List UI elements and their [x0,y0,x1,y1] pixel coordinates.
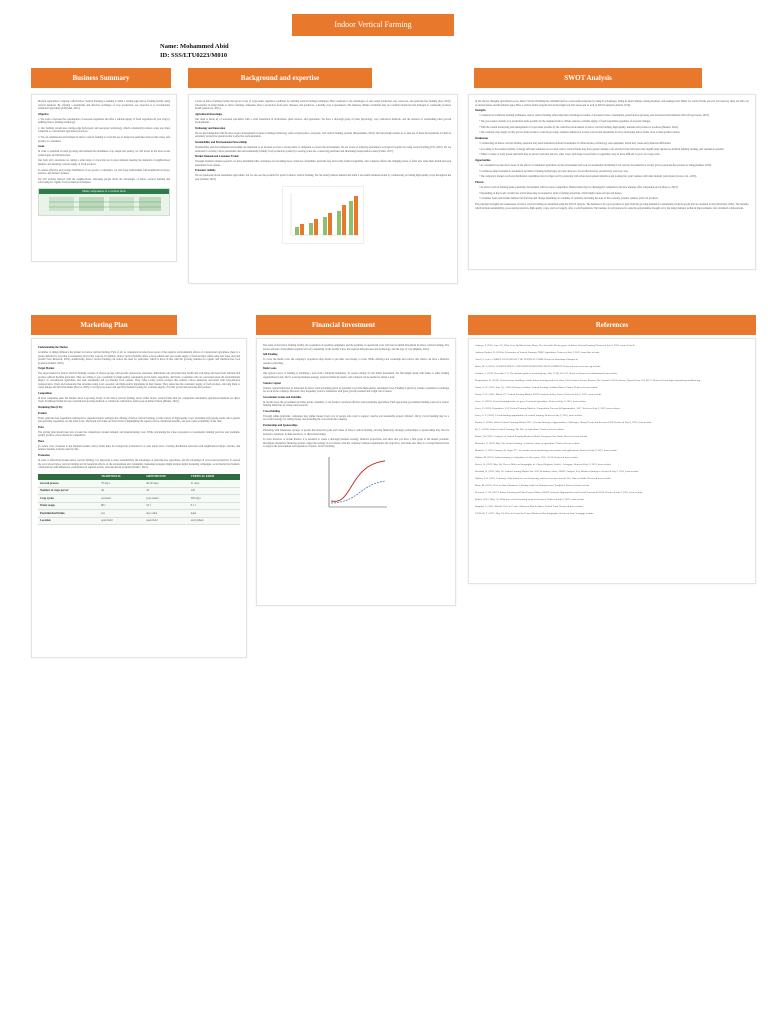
financial-heading: Partnerships and Sponsorships [263,424,298,428]
summary-heading: Objective [38,112,49,116]
reference-item: Robert. (2021, May 13). What does vertical farming mean to investors? Retrieved July 9, 2023, from website. [475,498,585,501]
table-cell: 40-50 days [144,480,188,487]
table-cell: 45 [144,487,188,495]
reference-item: Mamedov, Y. (2023, May 24). Vertical farming - is this the future of agriculture? Retrieved from website. [475,442,581,445]
reference-item: Pipkins, S. R. (2021, February). Why businesses need financing, and how investors benefit. The Times of India. Retrieved from website. [475,477,612,480]
summary-paragraph: Our farm will concentrate on raising a wide range of crops that are in great demand, meeting the demands of neighborhood markets, and ensuring a steady supply of fresh products. [38,159,170,166]
table-cell: 10 l [144,502,188,510]
background-header: Background and expertise [188,68,372,88]
swot-panel [468,94,756,270]
business-summary-header: Business Summary [31,68,171,88]
summary-heading: Goals [38,145,45,149]
marketing-paragraph: The target market for Indoor Vertical Farming consists of diverse groups with specific preferences and needs. Individuals who prioritize their health and well-being and seek fresh, nutrient-rich produce without harmful pesticides. They are willing to pay a premium for high-quality, sustainably grown fruits, vegetables, and herbs. Consumers who are concerned about the environmental impact of conventional agriculture and seek sustainable and eco-friendly food options. They value locally grown produce that reduces carbon emissions associated with long-distance transportation. Chefs and restaurants that prioritize using local, seasonal, and high-quality ingredients in their menus. They appreciate the consistent supply of fresh produce, allowing them to create unique and flavorful dishes (Pascoe, 2023). Local grocery stores and specialty markets looking for a reliable supply of locally grown and pesticide-free produce. [38,372,240,390]
background-paragraph: Our team is made up of seasoned specialists with a solid foundation in horticulture, plant science, and agriculture. We have a thorough grasp of plant physiology, crop cultivation methods, and the nuances of establishing ideal growth environments. [195,117,451,125]
financial-heading: Bank Loans [263,367,277,371]
marketing-paragraph: The pricing plan should take into account the competition, market demand, and manufacturing costs. While articulating the value proposition of sustainable farming practices and premium-quality produce, prices should be competitive. [38,430,240,438]
table-cell: Water usage [38,502,99,510]
swot-item: • While a variety of leafy greens and herbs may be grown vertically indoors, other crops, such large-rooted fruits or vegetables, may be more difficult to grow on a large scale. [479,153,661,157]
table-cell: year-round [144,495,188,503]
table-row [38,487,240,495]
author-id: ID: SSS/LTU0223/M010 [160,52,228,59]
financial-heading: Government Grants and Subsidies [263,395,302,399]
summary-paragraph: We will actively interact with the neighborhood, educating people about the advantages of indoor vertical farming and advocating for organic food production techniques. [38,177,170,185]
background-panel [188,94,458,284]
marketing-heading: Promotion [38,454,50,458]
marketing-heading: Target Market [38,367,55,371]
reference-item: Grace, P. (2023). Reputation. VAF Vertical Farming Market - Competition Forecast & Opportunities, 2027. Retrieved July 9, 2023, from website. [475,407,621,410]
reference-item: Ravindra, K. (2022, May 11). Indoor Farming Market Size 2022 & Industry Share, SWOT Analysis, Key Business Strategies. Retrieved July 9, 2023, from website. [475,470,640,473]
reference-item: Grace, S. (2023). Vertical farming market to grow: Food and Agriculture: Retrieved July 9, 2023, from website. [475,400,587,403]
financial-paragraph: Partnering with businesses, groups, or people that share the goals and values of indoor vertical farming can help financially. Strategic partnerships or sponsorships may involve monetary donations, in-kind resources, or shared knowledge. [263,429,449,436]
swot-heading-strengths: Strengths [475,109,486,113]
reference-item: Pascoe, D. (2023, May 14). How to Make an Infographic in 5 Steps (Beginner Guide) - Venngage. Retrieved July 9, 2023, from website. [475,463,612,466]
swot-item: • The company's market reach and distribution capabilities may be improved by partnering with urban development initiatives and looking into joint ventures with other industry participants (Grace et al., 2023). [479,175,697,179]
marketing-header: Marketing Plan [31,315,177,335]
marketing-paragraph: To assure close closeness to the intended market, indoor farms must be strategically positioned in or near urban areas. Creating distribution networks with neighborhood shops, eateries, and farmers' markets is made easier by this. [38,444,240,452]
financial-paragraph: Through online platforms, companies may gather money from a lot of people who want to support creative and sustainable projects (Robert, 2021). Crowd funding may be a successful strategy for raising money and spreading the word about the company. [263,414,449,422]
swot-closing: The principal strengths and weaknesses of indoor vertical farming are identified using the SWOT analysis. The business is in a good position to gain from the growing demand for sustainably produced goods that are obtained locally (Ravindra, 2022). The benefits, which include sustainability, year-round production, high-quality crops, and local supply, offer a solid foundation. The business is well prepared to seize the opportunities brought on by the rising demand, technical improvements, and calculated collaborations. [475,203,749,210]
table-cell: seasonal [99,495,144,503]
background-heading: Sustainability and Environmental Stewardship [195,141,247,145]
marketing-heading: Understanding the Market [38,346,68,349]
swot-item: • With the careful monitoring and management of crops made possible by the controlled environment of indoor vertical farming, high-quality, nutrient-rich produce is produced (Market, 2022). [479,125,679,129]
reference-item: Kudric, M. (2021). Analysis of Vertical Farming Business Model. European Case Study. Retrieved from website. [475,435,588,438]
reference-item: Jones, A. S. (2022). Crowd-funding opportunities in vertical farming. Retrieved July 9, 2023, from website. [475,414,583,417]
swot-item: • Consumer tastes and market demand can fluctuate and change depending on a number of variables, including the state of the economy, popular opinion, and food products. [479,197,659,201]
background-heading: Market Demand and Consumer Trends [195,155,239,159]
table-cell: 365 days [189,495,240,503]
poster-title: Indoor Vertical Farming [292,14,454,36]
financial-paragraph: Venture capital firms may be interested in indoor vertical farming given its potential to provide high-quality, sustainable food. Funding is given by venture capitalists in exchange for stock in the company. However, they frequently look for businesses with great growth potential and a high rate of return. [263,386,449,394]
financial-paragraph: One typical source of funding is obtaining a loan from a financial institution. To receive money for the initial investment, the firm might speak with banks or other lending organizations (Lieb, 2021). A strong business strategy, projected financial results, and collateral can be needed to obtain a loan. [263,372,449,379]
summary-paragraph: 3. We can optimize the environment in indoor vertical farming to avoid the use of dangerous pesticides and provide clean, safe produce to consumers. [38,136,170,143]
summary-paragraph: 1. We want to increase the consumption of seasonal vegetables and offer a reliable supply of fresh vegetables all year long by utilizing indoor farming technology. [38,117,170,125]
swot-item: • According to Yoosomsarn (2022) of energy-efficient solutions are not used, indoor vertical farms may have greater running costs and electricity bills since they significantly depend on artificial lighting, heating, and ventilation systems. [479,147,725,151]
background-paragraph: Through extensive market research, we have determined that consumers are becoming more conscious of healthier, pesticide-free and locally farmed vegetables. Our company reflects the changing tastes of folks who value their health and seek sustainable food options. [195,160,451,167]
marketing-heading: Competition [38,391,52,395]
swot-heading-threats: Threats [475,181,484,185]
swot-item: • As consumers become more aware of the effects of traditional agriculture on the environment and look for sustainable and healthy food options, the demand for locally grown, pesticide-free produce is rising (Kakkar, 2020). [479,164,712,167]
references-header: References [468,315,756,335]
swot-item: • Compared to traditional farming techniques, indoor vertical farming offers important advantages in terms of decreased water consumption, pesticide-free growing, and decreased environmental effect (Ecopowered, 2023). [479,114,710,118]
background-heading: Economic viability [195,169,216,173]
reference-item: Bader, M. I. (2019). AGRICULTURAL AND FOOD MARKETING MANAGEMENT. Retrieved from www.fao.org website. [475,365,601,368]
swot-heading-opportunities: Opportunities [475,159,491,162]
table-row [38,510,240,518]
table-cell: 120 [189,487,240,495]
table-cell: yes [99,510,144,518]
reference-item: Research, A. M. (2022). Indoor Farming and Plant Factory Market SWOT Analysis: Opportunities and Growth Forecast till 2030. Retrieved July 9, 2023, from website. [475,491,644,494]
table-header-cell: GREENHOUSE [144,474,188,481]
table-header-cell: VERTICAL FARM [189,474,240,481]
author-name: Name: Mohammed Abid [160,43,229,50]
summary-paragraph: Modern Agriculture Company called Indoor Vertical Farming is seeking to build a cutting-edge indoor farming facility using vertical methods. By offering a sustainable and effective technique of crop production, our objective is to revolutionize traditional agriculture (TANSAR, 2021). [38,100,170,110]
background-heading: Agricultural Knowledge [195,112,222,116]
vertical-farm-illustration [39,194,169,214]
table-cell: Number of crops per m² [38,487,99,495]
swot-header: SWOT Analysis [474,68,702,88]
summary-paragraph: 2. Our farming system uses cutting-edge hydroponic and aeroponic technology, which considerably reduces water use when compared to conventional agricultural practices. [38,126,170,134]
reference-item: Acharya, P. (2022, June 23). What Goes Up Must Come Down: The Scientific Reemergence of Indoor Vertical Farming! Retrieved July 9, 2023, from eCornell. [475,344,635,347]
swot-heading-weaknesses: Weaknesses [475,136,489,140]
table-cell: also often [144,510,188,518]
summary-paragraph: In order to establish an ideal growing environment that maximizes crop output and quality, we will invest in the most recent technologies and infrastructure. [38,150,170,157]
investment-curve-figure [321,453,391,513]
table-cell: 21 days [189,480,240,487]
investment-curve-graphic [321,453,391,513]
background-chart [282,186,364,244]
reference-item: Anthony Ryabov, R. (2023a). Economics of Vertical Farming. FBBC Agriculture. Retrieved July 9, 2023, from fbbc website. [475,351,600,354]
financial-heading: Self-Funding [263,353,278,357]
reference-item: Ko, L. (2019). Indoor Vertical Farming: The Rise of Agriculture. Retrieved from website. [475,428,565,431]
reference-item: Castanh, A. (2019, December 17). The ultimate guide to marketing tips, (84), 73 (8), 421-711. Retrieved from www.atlasmanned.com website. [475,372,618,375]
marketing-heading: Place [38,439,44,443]
table-cell: Pesticides/herbicides [38,510,99,518]
reference-item: Anrell, S. (n.d.). A BRIEF ANALYSIS OF THE VERTICAL FARM. Retrieved from https://atlaspro.ai. [475,358,579,361]
table-cell: 70 days [99,480,144,487]
figure-caption: Main components of a vertical farm [39,189,169,194]
references-panel [468,338,756,584]
marketing-paragraph: A number of things influence the market for indoor vertical farming. First of all, as consumers become more aware of the negative environmental effects of conventional agriculture, there is a strong demand for food that is sustainably and locally sourced. In addition, indoor vertical farming offers a more reliable and year-round supply of fresh produce while using less water and land (Grand View Research, 2022). Additionally, indoor vertical farming can reduce the need for pesticides, which is more in line with the growing demand for organic and chemical-free food products (Kakkar, 2020). [38,351,240,365]
background-paragraph: Create an indoor farming facility that grows crops of crops under regulated conditions by utilizing vertical farming techniques. Have solutions to the advantages of year-round production, less water use, and pesticide-free farming (Kol, 2019). Uncertainty in using thanks to indoor farming companies. Due to protection from pests, diseases, and predictors, a healthy crop is guaranteed. The business climate conditions may be carefully monitored and managed to continually promote health (Antonova, 2021). [195,100,451,110]
business-summary-panel [31,94,177,262]
reference-item: Despommier, D. (2019). Vertical farms: building a viable indoor farming model for cities. Field Actions Science Reports. The Journal of Field Actions, (Special Issue 20), 68-73. Retrieved from https://journals.openedition.org. [475,379,701,382]
background-heading: Technology and Innovation [195,126,226,130]
table-header-cell: TRADITIONAL [99,474,144,481]
table-row [38,495,240,503]
table-cell: Growth process [38,480,99,487]
reference-item: Farms, G. H. (2019, June 11). A Brief History of Indoor Vertical Farming. Gotham Harvest Farms. Retrieved from website. [475,386,599,389]
swot-item: • The year-round constant crop production made possible by the regulated indoor climate ensures a reliable supply of fresh vegetables regardless of seasonal changes. [479,119,651,123]
marketing-panel [31,338,247,658]
table-cell: 0.1 l [189,502,240,510]
table-cell: 80 l [99,502,144,510]
table-cell: open field [144,517,188,525]
marketing-heading: Marketing Plan (4 Ps) [38,406,63,410]
references-list [475,344,749,515]
financial-paragraph: To draw investors or obtain finance, it is essential to create a thorough business strategy, financial projections, and show that you have a firm grasp of the market potential. Investigate alternative financing options, adjust the strategy in accordance with the company's unique requirements and objectives, and make sure there is a strong financial base to support the development and expansion of indoor vertical farming. [263,438,449,449]
background-paragraph: Sustainability and environmental stewardship are important to us because we have a strong sense of obligation to protect the environment. We are aware of reducing agriculture's ecological footprint by using vertical farming (UN, 2022). We are dedicated to creating a more sustainable and environmentally friendly food production system by lowering water use, conserving pesticides and shortening transportation routes (Farms, 2017). [195,146,451,153]
background-paragraph: We are knowledgeable with the most recent developments in indoor farming technology, such as hydroponics, aeroponic, and vertical farming systems (Despommier, 2019). Our knowledge enables us to take use of these developments to build an extremely productive operation that is effective and sustainable. [195,131,451,139]
reference-item: TANSAR, T. (2021, May 15). How to Create the Perfect Business Plan Infographic. Retrieved from Venngage website. [475,512,595,515]
swot-item: • The company may supply locally grown, fresh produce to suit the growing consumer demand for locally sourced and sustainable food by developing indoor farms close to metropolitan centers. [479,131,681,135]
marketing-heading: Product [38,411,47,415]
financial-heading: Crowd funding [263,409,280,413]
financial-header: Financial Investment [256,315,431,335]
marketing-paragraph: Fresh, pesticide-free vegetables cultivated in a regulated indoor setting is the offering of Indoor vertical farming. A wide variety of high-quality crops, including leafy greens, herbs, micro greens and speciality vegetables, are the main focus. The brand will stand out from rivals by highlighting the superior flavor, nutritional benefits, and year-round availability of the fruit. [38,416,240,424]
reference-item: Kackar, S. (2020). Indoor Vertical Farming Market 2021 | Growth Strategies, Opportunities, Challenges, Rising Trends and Revenue 2026. Retrieved July 9, 2023, from website. [475,421,653,424]
vertical-farm-figure [38,188,170,216]
financial-paragraph: To cover the initial costs, the company's proprietors may decide to put their own money to work. While offering total ownership and control, this choice can have a financial resource restricting. [263,358,449,365]
financial-heading: Venture Capital [263,381,281,385]
farming-comparison-table [38,474,240,526]
reference-item: Markella, V. (2023, January 4). Vogue TV - to consider when monitoring your produce and applications. Retrieved July 9, 2023, from website. [475,449,618,452]
background-paragraph: We are passionate about sustainable agriculture, but we also see the potential for profit in indoor vertical farming. We can satisfy market demand and build a successful business model by continuously providing high-quality crops throughout the year (Ireland, 2022). [195,174,451,181]
marketing-paragraph: In order to effectively market indoor vertical farming, it is important to stress sustainability, the advantages of pesticide-free agriculture, and the advantages of year-round production. To spread the word about indoor vertical farming and its beneficial effects on the environment and community, marketing strategies might include digital marketing campaigns, social media involvement, collaborations with influencers, participation in regional events, and educational programs (Kudric, 2021). [38,459,240,470]
reference-item: Pipkins, M. (2021). Indoor farming vs Agriculture. In this report, 13(1), 25-34. Retrieved from website. [475,456,579,459]
author-block [160,42,229,60]
swot-item: • Constructing an indoor vertical farming operation may need substantial upfront investments for infrastructure, technology, and equipment, which may create early financial difficulties. [479,141,672,145]
table-row [38,480,240,487]
swot-item: • Depending on the locals' certain laws and licenses may be needed for indoor farming operations, which might cause red tape and delays. [479,191,623,195]
table-cell: Location [38,517,99,525]
swot-item: • As indoor vertical farming gains popularity, the business will face more competition. Market share may be challenged if competitors and new entrants offer comparable goods (Pascoe, 2023). [479,186,679,190]
reference-item: Pham, M. (2021). How to Start a Business: A Startup Guide for Entrepreneurs (Template). Retrieved from website. [475,484,590,487]
table-cell: open field [99,517,144,525]
table-cell: everywhere [189,517,240,525]
table-row [38,517,240,525]
swot-item: • Continuous improvements in automation and indoor farming technologies provide chances to boost effectiveness, productivity, and save costs. [479,169,629,173]
bar-chart-graphic [283,187,363,243]
financial-paragraph: In certain areas, the government provides grants, subsidies, or tax breaks to promote effective and sustainable agriculture. Find appropriate government funding sources for indoor farming initiatives by doing some research. [263,400,449,408]
table-row [38,502,240,510]
financial-paragraph: The setup of the indoor farming facility, the acquisition of essential equipment, and the payment of operational costs will need an initial investment in indoor vertical farming. The precise amount of investment required will vary depending on the facility's size, the required infrastructure and technology, and the type of crop (Pipkins, 2021). [263,344,449,351]
table-cell: none [189,510,240,518]
marketing-paragraph: In most companies enter the market, there is growing rivalry in the indoor vertical farming sector. Other indoor vertical farms that use comparable sustainable agricultural methods are direct rivals. Traditional farms that use conventional growing methods or collaborate with indoor farms pose an indirect threat (Market, 2022). [38,396,240,404]
table-cell: 40 [99,487,144,495]
reference-item: Stagnitti, A. (2022, March). How to Create a Business Plan to Start a Vertical Farm. Retrieved from website. [475,505,584,508]
table-cell: Crop cycles [38,495,99,503]
summary-paragraph: To ensure effective and prompt distribution of our goods to consumers, we will forge relationships with neighborhood shops, eateries, and farmers' markets. [38,168,170,176]
reference-item: Farms, G. H. (2022, March 17). Vertical Farming Market SWOT Analysis & Key Issues. Retrieved July 9, 2023, from website. [475,393,602,396]
financial-panel [256,338,456,606]
swot-intro: In the always changing agricultural sector, Indoor Vertical Farming has establish itself as a successful enterprise by using its advantages, fixing its shortcomings, seizing business, and seeking leads. Better for vertical farms (as well as investors), there are still a lot of snarled issues and information gaps. Here a vertical farms program and an thorough look will assess and as well as SWOT analysis (Antrell, 2018). [475,100,749,107]
marketing-heading: Price [38,425,44,429]
